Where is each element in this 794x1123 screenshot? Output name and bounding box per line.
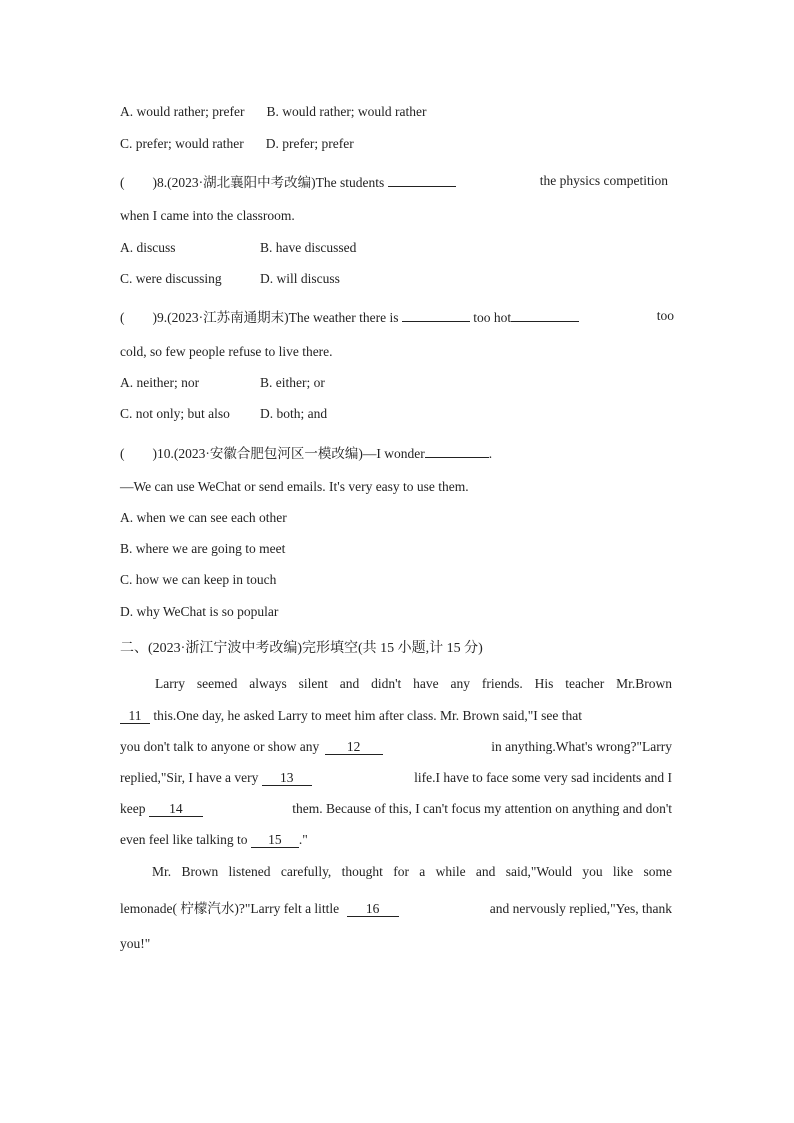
q7-option-c: C. prefer; would rather [120, 136, 244, 151]
q10-reply: —We can use WeChat or send emails. It's very easy to use them. [120, 479, 469, 494]
passage-p1-line2 [120, 707, 672, 725]
q8-options-row-2 [120, 270, 340, 288]
q8-stem-part1: The students [315, 175, 385, 190]
q10-option-d: D. why WeChat is so popular [120, 604, 279, 619]
passage-p1-line5-after: them. Because of this, I can't focus my attention on anything and don't [292, 801, 672, 816]
passage-p1-line6-before: even feel like talking to [120, 832, 248, 847]
q9-number-source: 9.(2023·江苏南通期末) [157, 310, 289, 325]
q8-stem-part2: the physics competition [539, 173, 668, 188]
passage-p1-line5-before: keep [120, 801, 146, 816]
passage-p1-line5 [120, 800, 672, 818]
q9-options-row-2 [120, 405, 327, 423]
q9-option-a: A. neither; nor [120, 375, 200, 390]
q8-number-source: 8.(2023·湖北襄阳中考改编) [157, 175, 316, 190]
passage-p2-line2 [120, 900, 672, 918]
q8-stem-line2: when I came into the classroom. [120, 208, 295, 223]
q10-number-source: 10.(2023·安徽合肥包河区一模改编) [157, 446, 363, 461]
passage-p1-line1-text: Larry seemed always silent and didn't have any friends. His teacher Mr.Brown [155, 676, 672, 691]
q9-option-b: B. either; or [260, 375, 325, 390]
blank-14[interactable]: 14 [149, 801, 203, 817]
passage-p1-line1 [155, 675, 672, 693]
q9-stem [120, 307, 674, 327]
passage-p2-line3: you!" [120, 936, 151, 951]
blank-12[interactable]: 12 [325, 739, 383, 755]
q10-stem [120, 443, 492, 463]
passage-p1-line3 [120, 738, 672, 756]
q9-stem-part2: too hot [473, 310, 512, 325]
passage-p2-line2-after: and nervously replied,"Yes, thank [489, 901, 672, 916]
q10-stem-part1: —I wonder [362, 446, 425, 461]
q9-option-d: D. both; and [260, 406, 328, 421]
q8-option-b: B. have discussed [260, 240, 357, 255]
q9-paren-open: ( [120, 310, 125, 325]
q8-answer-blank[interactable] [388, 172, 456, 187]
q7-options-row-1 [120, 103, 427, 121]
passage-p1-line4-after: life.I have to face some very sad incidents and I [414, 770, 672, 785]
passage-p1-line2-text: this.One day, he asked Larry to meet him after class. Mr. Brown said,"I see that [150, 708, 583, 723]
q8-paren-close: ) [152, 175, 157, 190]
q8-option-c: C. were discussing [120, 271, 222, 286]
q8-option-a: A. discuss [120, 240, 176, 255]
q9-paren-close: ) [152, 310, 157, 325]
q8-options-row-1 [120, 239, 356, 257]
passage-p1-line3-before: you don't talk to anyone or show any [120, 739, 320, 754]
passage-p2-line1-text: Mr. Brown listened carefully, thought for a while and said,"Would you like some [152, 864, 672, 879]
q10-stem-end: . [488, 446, 493, 461]
passage-p1-line6-after: ." [298, 832, 308, 847]
passage-p1-line6 [120, 831, 308, 849]
q9-stem-line2: cold, so few people refuse to live there. [120, 344, 333, 359]
passage-p1-line4-before: replied,"Sir, I have a very [120, 770, 259, 785]
q10-option-b: B. where we are going to meet [120, 541, 286, 556]
q9-option-c: C. not only; but also [120, 406, 230, 421]
q8-paren-open: ( [120, 175, 125, 190]
section2-heading: 二、(2023·浙江宁波中考改编)完形填空(共 15 小题,计 15 分) [120, 641, 483, 656]
q8-option-d: D. will discuss [260, 271, 340, 286]
q7-option-a: A. would rather; prefer [120, 104, 245, 119]
q10-paren-open: ( [120, 446, 125, 461]
blank-13[interactable]: 13 [262, 770, 312, 786]
q9-stem-part3: too [656, 308, 674, 323]
q7-option-d: D. prefer; prefer [265, 136, 354, 151]
q9-stem-part1: The weather there is [288, 310, 399, 325]
passage-p1-line3-after: in anything.What's wrong?"Larry [491, 739, 672, 754]
q10-option-c: C. how we can keep in touch [120, 572, 277, 587]
q10-option-a: A. when we can see each other [120, 510, 287, 525]
q10-paren-close: ) [152, 446, 157, 461]
q10-answer-blank[interactable] [425, 443, 489, 458]
q7-option-b: B. would rather; would rather [266, 104, 427, 119]
q8-stem [120, 172, 672, 192]
blank-15[interactable]: 15 [251, 832, 299, 848]
blank-16[interactable]: 16 [347, 901, 399, 917]
q9-answer-blank-1[interactable] [402, 307, 470, 322]
q9-answer-blank-2[interactable] [511, 307, 579, 322]
q7-options-row-2 [120, 135, 354, 153]
passage-p2-line1 [152, 863, 672, 881]
q9-options-row-1 [120, 374, 325, 392]
passage-p1-line4 [120, 769, 672, 787]
passage-p2-line2-before: lemonade( 柠檬汽水)?"Larry felt a little [120, 901, 340, 916]
blank-11[interactable]: 11 [120, 708, 150, 724]
